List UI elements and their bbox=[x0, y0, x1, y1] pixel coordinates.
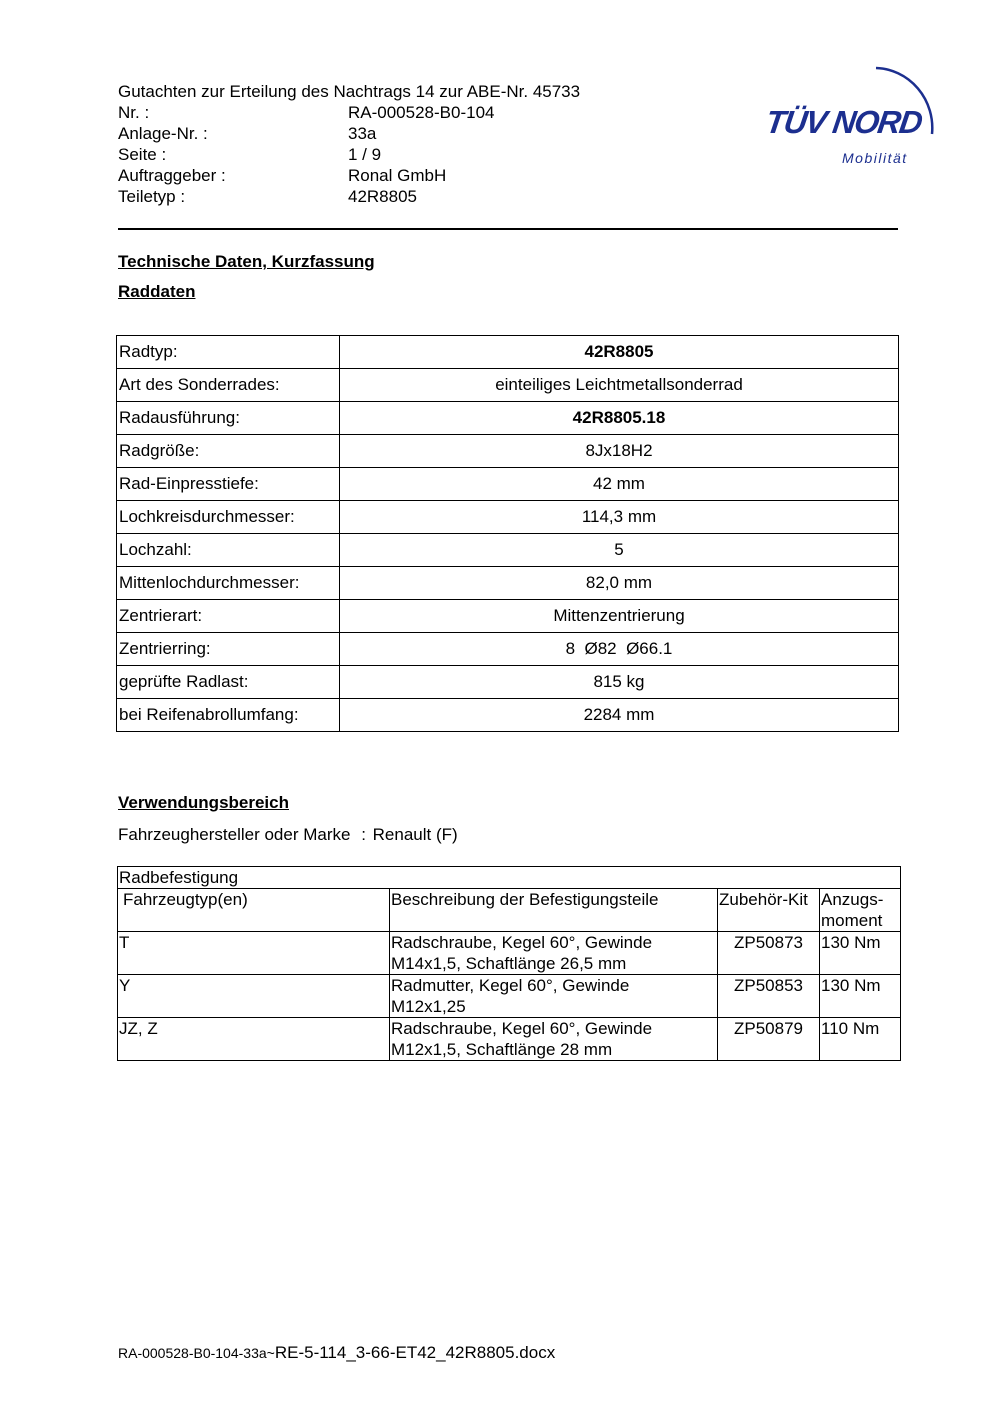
table-label: Radtyp: bbox=[117, 336, 340, 369]
header-row-nr bbox=[118, 102, 494, 123]
table-value: 2284 mm bbox=[340, 699, 899, 732]
header-info bbox=[118, 102, 494, 207]
section-heading-verwendungsbereich: Verwendungsbereich bbox=[118, 793, 289, 812]
table-value: 8Jx18H2 bbox=[340, 435, 899, 468]
header-row-auftraggeber bbox=[118, 165, 494, 186]
header-row-anlage bbox=[118, 123, 494, 144]
zubehoer-kit-cell: ZP50879 bbox=[718, 1018, 820, 1061]
section-heading-technische-daten: Technische Daten, Kurzfassung bbox=[118, 252, 375, 271]
header-value: 42R8805 bbox=[348, 187, 418, 206]
table-row bbox=[117, 369, 899, 402]
table-label: Radausführung: bbox=[117, 402, 340, 435]
table-value: 8 Ø82 Ø66.1 bbox=[340, 633, 899, 666]
table-value: einteiliges Leichtmetallsonderrad bbox=[340, 369, 899, 402]
footer-prefix: RA-000528-B0-104-33a~ bbox=[118, 1345, 275, 1361]
table-row bbox=[117, 435, 899, 468]
table-value: Mittenzentrierung bbox=[340, 600, 899, 633]
document-title: Gutachten zur Erteilung des Nachtrags 14 zur ABE-Nr. 45733 bbox=[118, 82, 581, 101]
column-header-text: Fahrzeugtyp(en) bbox=[123, 890, 248, 909]
table-row bbox=[117, 468, 899, 501]
table-row bbox=[117, 567, 899, 600]
usage-separator: : bbox=[361, 825, 366, 844]
column-header: Zubehör-Kit bbox=[718, 889, 820, 932]
table-row bbox=[117, 600, 899, 633]
header-label: Anlage-Nr. : bbox=[118, 124, 208, 143]
raddaten-table bbox=[116, 335, 899, 732]
beschreibung-cell bbox=[390, 975, 718, 1018]
anzugsmoment-cell: 130 Nm bbox=[820, 932, 901, 975]
table-row bbox=[117, 501, 899, 534]
table-row bbox=[117, 336, 899, 369]
table-title-row bbox=[118, 867, 901, 889]
table-label: Art des Sonderrades: bbox=[117, 369, 340, 402]
table-title: Radbefestigung bbox=[118, 867, 901, 889]
header-row-seite bbox=[118, 144, 494, 165]
table-value: 815 kg bbox=[340, 666, 899, 699]
table-row bbox=[118, 932, 901, 975]
table-row bbox=[118, 1018, 901, 1061]
usage-label: Fahrzeughersteller oder Marke bbox=[118, 825, 351, 844]
header-label: Teiletyp : bbox=[118, 187, 186, 206]
beschreibung-line: M12x1,25 bbox=[391, 997, 466, 1016]
header-row-teiletyp bbox=[118, 186, 494, 207]
beschreibung-line: Radmutter, Kegel 60°, Gewinde bbox=[391, 976, 630, 995]
column-header bbox=[820, 889, 901, 932]
anzugsmoment-cell: 130 Nm bbox=[820, 975, 901, 1018]
table-row bbox=[117, 402, 899, 435]
column-header-line: moment bbox=[821, 911, 883, 930]
footer-file: RE-5-114_3-66-ET42_42R8805.docx bbox=[274, 1343, 556, 1362]
table-label: geprüfte Radlast: bbox=[117, 666, 340, 699]
table-label: Mittenlochdurchmesser: bbox=[117, 567, 340, 600]
anzugsmoment-cell: 110 Nm bbox=[820, 1018, 901, 1061]
column-header bbox=[118, 889, 390, 932]
beschreibung-cell bbox=[390, 932, 718, 975]
table-value: 5 bbox=[340, 534, 899, 567]
header-label: Auftraggeber : bbox=[118, 166, 226, 185]
column-header-line: Anzugs- bbox=[821, 890, 884, 909]
header-value: 33a bbox=[348, 124, 377, 143]
fahrzeugtyp-cell: JZ, Z bbox=[118, 1018, 390, 1061]
column-header: Beschreibung der Befestigungsteile bbox=[390, 889, 718, 932]
table-label: Rad-Einpresstiefe: bbox=[117, 468, 340, 501]
header-label: Seite : bbox=[118, 145, 167, 164]
table-label: Radgröße: bbox=[117, 435, 340, 468]
header-value: Ronal GmbH bbox=[348, 166, 447, 185]
logo-subtitle: Mobilität bbox=[842, 150, 908, 166]
table-value: 82,0 mm bbox=[340, 567, 899, 600]
footer-filename bbox=[118, 1343, 555, 1363]
table-value: 42 mm bbox=[340, 468, 899, 501]
table-header-row bbox=[118, 889, 901, 932]
zubehoer-kit-cell: ZP50873 bbox=[718, 932, 820, 975]
table-value: 42R8805 bbox=[340, 336, 899, 369]
table-row bbox=[117, 534, 899, 567]
table-value: 114,3 mm bbox=[340, 501, 899, 534]
header-value: 1 / 9 bbox=[348, 145, 382, 164]
radbefestigung-table bbox=[117, 866, 901, 1061]
table-row bbox=[117, 633, 899, 666]
fahrzeugtyp-cell: Y bbox=[118, 975, 390, 1018]
table-row bbox=[117, 699, 899, 732]
table-label: Zentrierart: bbox=[117, 600, 340, 633]
table-row bbox=[117, 666, 899, 699]
usage-value: Renault (F) bbox=[372, 825, 458, 844]
beschreibung-line: Radschraube, Kegel 60°, Gewinde bbox=[391, 933, 653, 952]
beschreibung-cell bbox=[390, 1018, 718, 1061]
zubehoer-kit-cell: ZP50853 bbox=[718, 975, 820, 1018]
logo-name: TÜV NORD bbox=[763, 104, 924, 140]
beschreibung-line: M12x1,5, Schaftlänge 28 mm bbox=[391, 1040, 613, 1059]
beschreibung-line: Radschraube, Kegel 60°, Gewinde bbox=[391, 1019, 653, 1038]
table-value: 42R8805.18 bbox=[340, 402, 899, 435]
fahrzeugtyp-cell: T bbox=[118, 932, 390, 975]
header-value: RA-000528-B0-104 bbox=[348, 103, 495, 122]
table-label: Lochzahl: bbox=[117, 534, 340, 567]
table-label: Lochkreisdurchmesser: bbox=[117, 501, 340, 534]
table-row bbox=[118, 975, 901, 1018]
header-divider bbox=[118, 228, 898, 230]
table-label: Zentrierring: bbox=[117, 633, 340, 666]
table-label: bei Reifenabrollumfang: bbox=[117, 699, 340, 732]
header-label: Nr. : bbox=[118, 103, 150, 122]
beschreibung-line: M14x1,5, Schaftlänge 26,5 mm bbox=[391, 954, 627, 973]
usage-line bbox=[118, 825, 458, 845]
section-heading-raddaten: Raddaten bbox=[118, 282, 196, 301]
